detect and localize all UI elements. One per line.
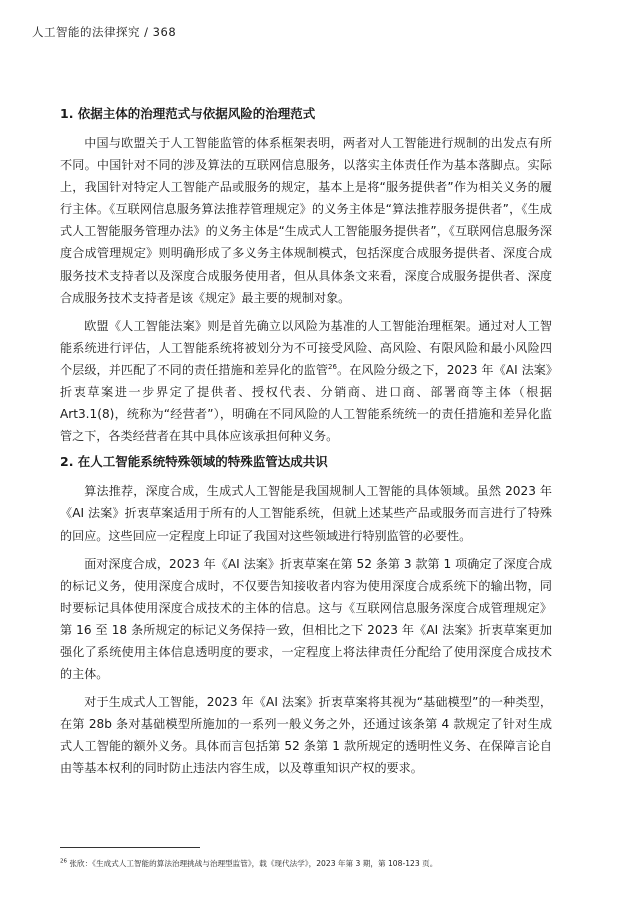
footnote-divider: [60, 847, 200, 848]
footnote: [60, 858, 437, 869]
paragraph-text: 欧盟《人工智能法案》则是首先确立以风险为基准的人工智能治理框架。通过对人工智能系统进行评估，人工智能系统将被划分为不可接受风险、高风险、有限风险和最小风险四个层级，并匹配了不同的责任措施和差异化的监管: [60, 318, 552, 377]
paragraph-text: 。在风险分级之下，2023 年《AI 法案》折衷草案进一步界定了提供者、授权代表、分销商、进口商、部署商等主体（根据 Art3.1(8)，统称为“经营者”），明确在不同风险的人工智能系统统一的责任措施和差异化监管之下，各类经营者在其中具体应该承担何种义务。: [60, 362, 552, 444]
paragraph: 对于生成式人工智能，2023 年《AI 法案》折衷草案将其视为“基础模型”的一种类型，在第 28b 条对基础模型所施加的一系列一般义务之外，还通过该条第 4 款规定了针对生成式人工智能的额外义务。具体而言包括第 52 条第 1 款所规定的透明性义务、在保障言论自由等基本权利的同时防止违法内容生成，以及尊重知识产权的要求。: [60, 695, 552, 776]
footnote-text: 张欣：《生成式人工智能的算法治理挑战与治理型监管》，载《现代法学》，2023 年第 3 期，第 108-123 页。: [67, 859, 438, 868]
section-heading-1: 1. 依据主体的治理范式与依据风险的治理范式: [60, 106, 316, 121]
page-body: [60, 105, 552, 786]
paragraph: 中国与欧盟关于人工智能监管的体系框架表明，两者对人工智能进行规制的出发点有所不同。中国针对不同的涉及算法的互联网信息服务，以落实主体责任作为基本落脚点。实际上，我国针对特定人工智能产品或服务的规定，基本上是将“服务提供者”作为相关义务的履行主体。《互联网信息服务算法推荐管理规定》的义务主体是“算法推荐服务提供者”，《生成式人工智能服务管理办法》的义务主体是“生成式人工智能服务提供者”，《互联网信息服务深度合成管理规定》则明确形成了多义务主体规制模式，包括深度合成服务提供者、深度合成服务技术支持者以及深度合成服务使用者，但从具体条文来看，深度合成服务提供者、深度合成服务技术支持者是该《规定》最主要的规制对象。: [60, 136, 552, 305]
paragraph: 面对深度合成，2023 年《AI 法案》折衷草案在第 52 条第 3 款第 1 项确定了深度合成的标记义务，使用深度合成时，不仅要告知接收者内容为使用深度合成系统下的输出物，同时要标记具体使用深度合成技术的主体的信息。这与《互联网信息服务深度合成管理规定》第 16 至 18 条所规定的标记义务保持一致，但相比之下 2023 年《AI 法案》折衷草案更加强化了系统使用主体信息透明度的要求，一定程度上将法律责任分配给了使用深度合成技术的主体。: [60, 556, 552, 682]
running-header: 人工智能的法律探究 / 368: [32, 25, 177, 39]
paragraph-with-footnote: [60, 315, 552, 448]
section-heading-2: 2. 在人工智能系统特殊领域的特殊监管达成共识: [60, 454, 328, 470]
paragraph: 算法推荐，深度合成，生成式人工智能是我国规制人工智能的具体领域。虽然 2023 年《AI 法案》折衷草案适用于所有的人工智能系统，但就上述某些产品或服务而言进行了特殊的回应。这些回应一定程度上印证了我国对这些领域进行特别监管的必要性。: [60, 484, 552, 543]
footnote-number: 26: [60, 858, 67, 865]
footnote-reference[interactable]: 26: [328, 362, 337, 371]
